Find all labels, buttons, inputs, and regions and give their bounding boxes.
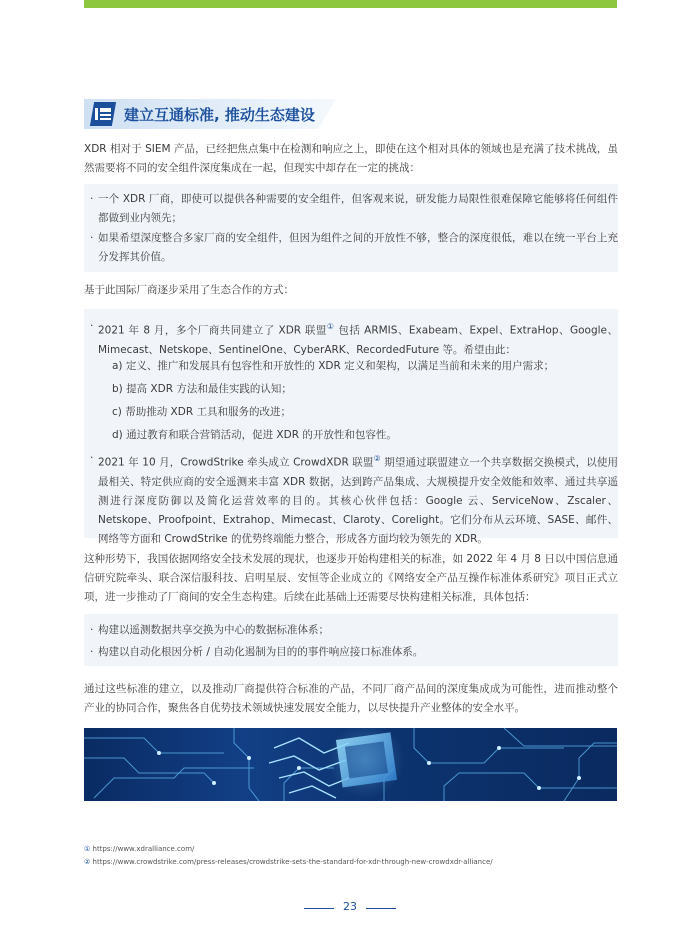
top-accent-bar: [84, 0, 617, 8]
standard-item: · 构建以自动化根因分析 / 自动化遏制为目的的事件响应接口标准体系。: [90, 646, 424, 658]
page-number-rule-right: [366, 908, 396, 909]
alliance-goal: a) 定义、推广和发展具有包容性和开放性的 XDR 定义和架构，以满足当前和未来的用户需求；: [112, 360, 555, 372]
challenge-item: · 一个 XDR 厂商，即使可以提供各种需要的安全组件，但客观来说，研发能力局限性很难保障它能够将任何组件都做到业内领先；: [90, 193, 618, 224]
footnote-ref[interactable]: ①: [326, 322, 335, 331]
section-header: [84, 99, 336, 129]
standard-item: · 构建以遥测数据共享交换为中心的数据标准体系；: [90, 624, 329, 636]
document-icon: [90, 102, 116, 126]
challenge-item: · 如果希望深度整合多家厂商的安全组件，但因为组件之间的开放性不够，整合的深度很低，难以在统一平台上充分发挥其价值。: [90, 232, 618, 263]
footnote-ref[interactable]: ②: [373, 454, 381, 463]
circuit-board-image: [84, 728, 617, 801]
page-footer: [300, 900, 400, 916]
alliance-goal: b) 提高 XDR 方法和最佳实践的认知；: [112, 383, 292, 395]
alliance-item-2021-10: · 2021 年 10 月，CrowdStrike 牵头成立 CrowdXDR 联盟② 期望通过联盟建立一个共享数据交换模式，以使用最相关、特定供应商的安全遥测来丰富 XDR 数据，达到跨产品集成、大规模提升安全效能和效率、通过共享遥测进行深度防御以及简化运营效率的目的。其核心伙伴包括：Google 云、ServiceNow、Zscaler、Netskope、Proofpoint、Extrahop、Mimecast、Claroty、Corelight。它们分布从云环境、SASE、邮件、网络等方面和 CrowdStrike 的优势终端能力整合，形成各方面均较为领先的 XDR。: [90, 452, 618, 545]
footnote-link[interactable]: https://www.crowdstrike.com/press-releases/crowdstrike-sets-the-standard-for-xdr-through-new-crowdxdr-alliance/: [92, 858, 493, 866]
alliance-goal: d) 通过教育和联合营销活动，促进 XDR 的开放性和包容性。: [112, 429, 397, 441]
alliance-goal: c) 帮助推动 XDR 工具和服务的改进；: [112, 406, 291, 418]
page-number: 23: [343, 900, 357, 913]
section-title: 建立互通标准, 推动生态建设: [124, 106, 315, 124]
domestic-paragraph: 这种形势下，我国依据网络安全技术发展的现状，也逐步开始构建相关的标准，如 2022 年 4 月 8 日以中国信息通信研究院牵头、联合深信服科技、启明星辰、安恒等企业成立的《网络安全产品互操作标准体系研究》项目正式立项，进一步推动了厂商间的安全生态构建。后续在此基础上还需要尽快构建相关标准，具体包括：: [84, 553, 618, 603]
footnote-1: ① https://www.xdralliance.com/: [84, 845, 195, 853]
intro-paragraph: XDR 相对于 SIEM 产品，已经把焦点集中在检测和响应之上，即使在这个相对具体的领域也是充满了技术挑战，虽然需要将不同的安全组件深度集成在一起，但现实中却存在一定的挑战：: [84, 143, 618, 174]
footnote-2: ② https://www.crowdstrike.com/press-releases/crowdstrike-sets-the-standard-for-xdr-through-new-crowdxdr-alliance/: [84, 858, 493, 866]
ecosystem-intro: 基于此国际厂商逐步采用了生态合作的方式：: [84, 284, 294, 296]
footnote-link[interactable]: https://www.xdralliance.com/: [92, 845, 195, 853]
conclusion-paragraph: 通过这些标准的建立，以及推动厂商提供符合标准的产品，不同厂商产品间的深度集成成为可能性，进而推动整个产业的协同合作，聚焦各自优势技术领域快速发展安全能力，以尽快提升产业整体的安全水平。: [84, 683, 618, 714]
alliance-item-2021-08: · 2021 年 8 月，多个厂商共同建立了 XDR 联盟① 包括 ARMIS、Exabeam、Expel、ExtraHop、Google、Mimecast、Netskope、SentinelOne、CyberARK、RecordedFuture 等。希望由此：: [90, 320, 618, 356]
